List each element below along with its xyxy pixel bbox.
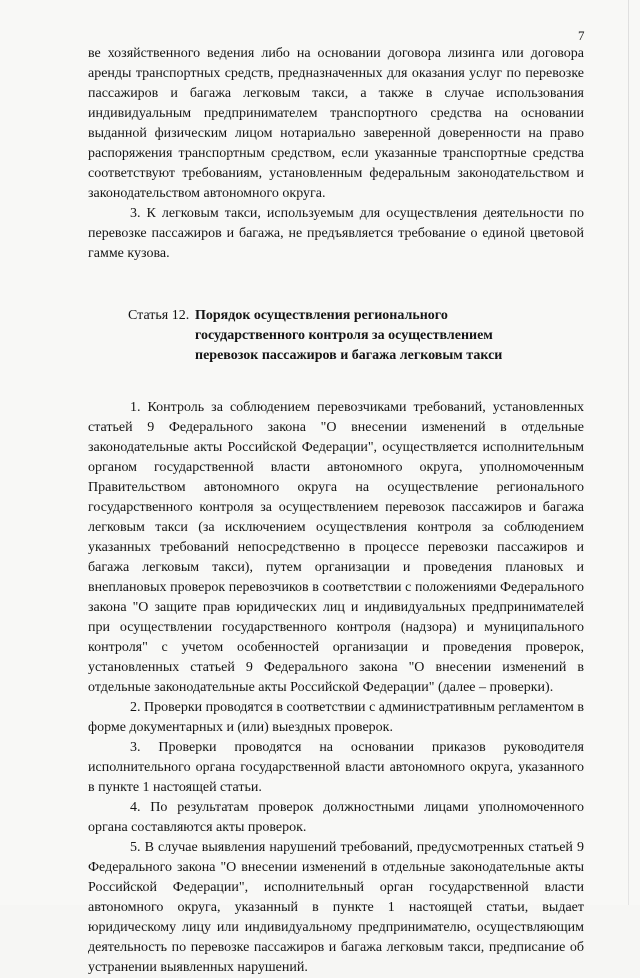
body-paragraph: 1. Контроль за соблюдением перевозчиками требований, установленных статьей 9 Федерального закона "О внесении изменений в отдельные законодательные акты Российской Федерации", осуществляется исполнительным органом государственной власти автономного округа, уполномоченным Правительством автономного округа на осуществление регионального государственного контроля за осуществлением перевозок пассажиров и багажа легковым такси (за исключением осуществления контроля за соблюдением указанных требований непосредственно в процессе перевозки пассажиров и багажа легковым такси), путем организации и проведения плановых и внеплановых проверок перевозчиков в соответствии с положениями Федерального закона "О защите прав юридических лиц и индивидуальных предпринимателей при осуществлении государственного контроля (надзора) и муниципального контроля" с учетом особенностей организации и проведения проверок, установленных статьей 9 Федерального закона "О внесении изменений в отдельные законодательные акты Российской Федерации" (далее – проверки). — [88, 400, 584, 695]
scan-edge — [628, 0, 629, 905]
intro-paragraph: ве хозяйственного ведения либо на основании договора лизинга или договора аренды транспортных средств, предназначенных для оказания услуг по перевозке пассажиров и багажа легковым такси, а также в случае использования индивидуальным предпринимателем транспортного средства на основании выданной физическим лицом нотариально заверенной доверенности на право распоряжения транспортным средством, если указанные транспортные средства соответствуют требованиям, установленным федеральным законодательством и законодательством автономного округа. — [88, 46, 584, 201]
article-number: Статья 12. — [128, 308, 190, 323]
article-heading — [88, 306, 584, 366]
page-content — [88, 44, 584, 978]
body-paragraph: 2. Проверки проводятся в соответствии с административным регламентом в форме документарных и (или) выездных проверок. — [88, 700, 584, 735]
article-title: Порядок осуществления регионального государственного контроля за осуществлением перевозок пассажиров и багажа легковым такси — [195, 308, 503, 363]
body-paragraph: 4. По результатам проверок должностными лицами уполномоченного органа составляются акты проверок. — [88, 800, 584, 835]
page-number: 7 — [578, 28, 585, 43]
body-paragraph: 5. В случае выявления нарушений требований, предусмотренных статьей 9 Федерального закона "О внесении изменений в отдельные законодательные акты Российской Федерации", исполнительный орган государственной власти автономного округа, указанный в пункте 1 настоящей статьи, выдает юридическому лицу или индивидуальному предпринимателю, осуществляющим деятельность по перевозке пассажиров и багажа легковым такси, предписание об устранении выявленных нарушений. — [88, 840, 584, 975]
intro-paragraph: 3. К легковым такси, используемым для осуществления деятельности по перевозке пассажиров и багажа, не предъявляется требование о единой цветовой гамме кузова. — [88, 206, 584, 261]
body-paragraph: 3. Проверки проводятся на основании приказов руководителя исполнительного органа государственной власти автономного округа, указанного в пункте 1 настоящей статьи. — [88, 740, 584, 795]
